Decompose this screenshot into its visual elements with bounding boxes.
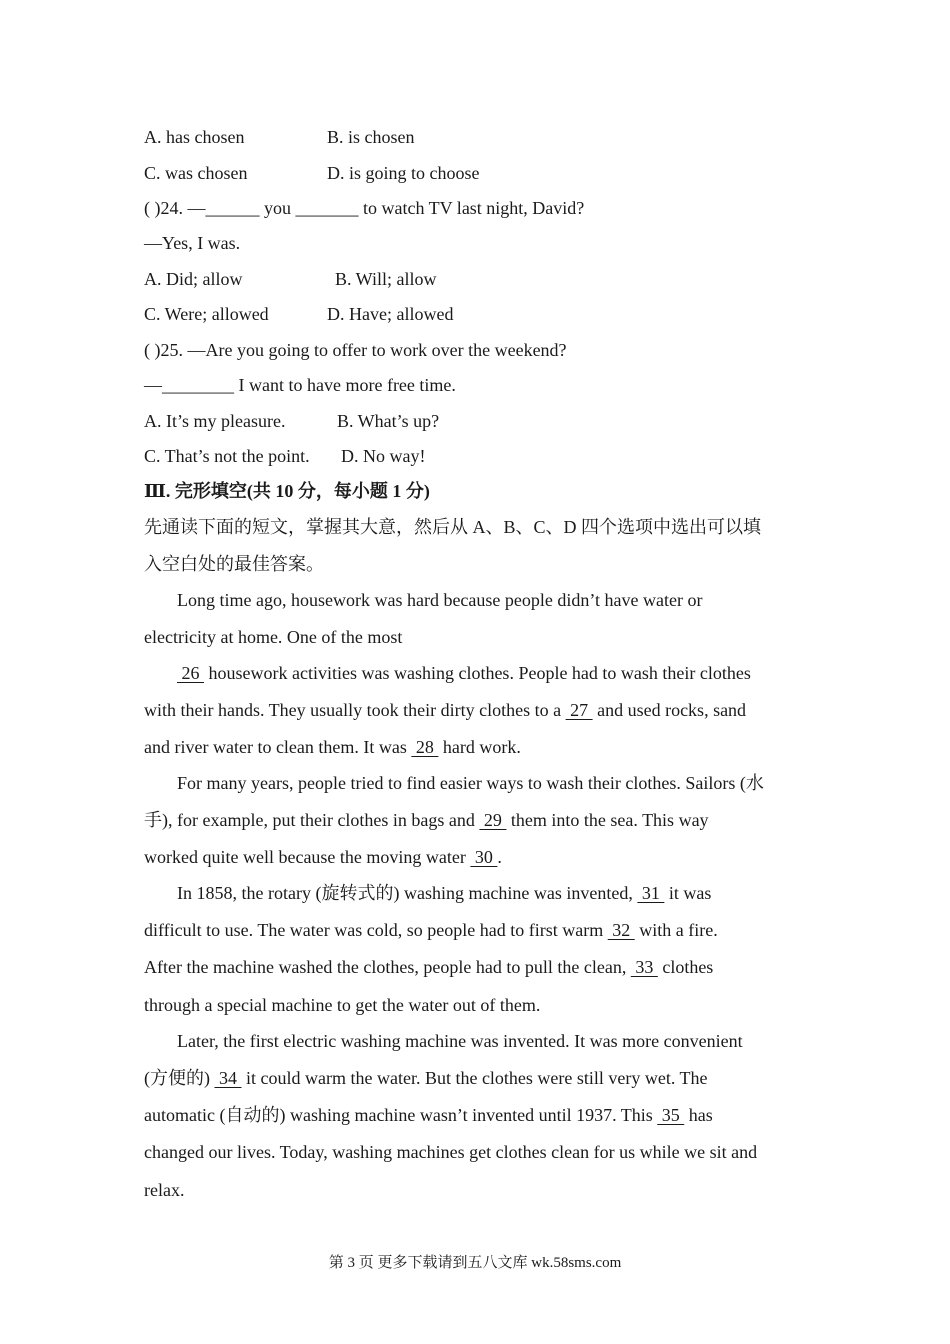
q25-option-c: C. That’s not the point. bbox=[144, 446, 310, 466]
q25-option-d: D. No way! bbox=[341, 446, 426, 466]
q25-stem: ( )25. —Are you going to offer to work over the weekend? bbox=[144, 340, 567, 360]
passage-p2-line1: For many years, people tried to find easier ways to wash their clothes. Sailors (水 bbox=[177, 773, 764, 793]
passage-p1-line5 bbox=[144, 738, 521, 756]
passage-p4-line5: relax. bbox=[144, 1180, 185, 1200]
passage-p1-line4-b: and used rocks, sand bbox=[592, 700, 747, 720]
passage-p4-line2 bbox=[144, 1069, 708, 1087]
q25-option-b: B. What’s up? bbox=[337, 411, 440, 431]
passage-p3-line3-b: clothes bbox=[657, 957, 714, 977]
q24-option-b: B. Will; allow bbox=[335, 269, 437, 289]
passage-p1-line5-a: and river water to clean them. It was bbox=[144, 737, 412, 757]
q23-options-row2 bbox=[144, 164, 247, 182]
q23-option-a: A. has chosen bbox=[144, 127, 245, 147]
passage-p2-line3-b: . bbox=[497, 847, 502, 867]
blank-35: 35 bbox=[657, 1105, 685, 1125]
q24-option-d: D. Have; allowed bbox=[327, 304, 454, 324]
q25-reply: —________ I want to have more free time. bbox=[144, 375, 456, 395]
blank-30: 30 bbox=[470, 847, 498, 867]
passage-p4-line3-b: has bbox=[684, 1105, 713, 1125]
passage-p3-line3-a: After the machine washed the clothes, people had to pull the clean, bbox=[144, 957, 631, 977]
q23-option-c: C. was chosen bbox=[144, 163, 248, 183]
q23-option-d: D. is going to choose bbox=[327, 163, 480, 183]
q24-stem: ( )24. —______ you _______ to watch TV last night, David? bbox=[144, 198, 585, 218]
section-heading: Ⅲ. 完形填空(共 10 分，每小题 1 分) bbox=[144, 481, 430, 501]
passage-p1-line1: Long time ago, housework was hard because people didn’t have water or bbox=[177, 590, 703, 610]
q24-option-c: C. Were; allowed bbox=[144, 304, 269, 324]
passage-p4-line2-b: it could warm the water. But the clothes were still very wet. The bbox=[241, 1068, 708, 1088]
page-footer: 第 3 页 更多下载请到五八文库 wk.58sms.com bbox=[328, 1255, 622, 1271]
passage-p4-line3-a: automatic (自动的) washing machine wasn’t invented until 1937. This bbox=[144, 1105, 658, 1125]
passage-p2-line2-b: them into the sea. This way bbox=[506, 810, 709, 830]
blank-26: 26 bbox=[177, 663, 204, 683]
blank-33: 33 bbox=[630, 957, 658, 977]
passage-p3-line2-b: with a fire. bbox=[634, 920, 718, 940]
passage-p3-line4: through a special machine to get the water out of them. bbox=[144, 995, 541, 1015]
blank-32: 32 bbox=[607, 920, 635, 940]
instruction-line-2: 入空白处的最佳答案。 bbox=[144, 554, 324, 574]
passage-p1-line5-b: hard work. bbox=[438, 737, 521, 757]
passage-p3-line1-b: it was bbox=[664, 883, 712, 903]
passage-p1-line4-a: with their hands. They usually took their dirty clothes to a bbox=[144, 700, 566, 720]
passage-p2-line2 bbox=[144, 811, 709, 829]
passage-p2-line2-a: 手), for example, put their clothes in bags and bbox=[144, 810, 480, 830]
blank-34: 34 bbox=[214, 1068, 242, 1088]
blank-28: 28 bbox=[411, 737, 439, 757]
q23-option-d-wrap bbox=[327, 164, 480, 182]
passage-p1-line3-text: housework activities was washing clothes. People had to wash their clothes bbox=[204, 663, 751, 683]
q23-option-b-wrap bbox=[327, 128, 415, 146]
passage-p2-line3 bbox=[144, 848, 502, 866]
passage-p1-line3 bbox=[177, 664, 751, 682]
passage-p4-line2-a: (方便的) bbox=[144, 1068, 215, 1088]
passage-p1-line4 bbox=[144, 701, 746, 719]
passage-p3-line1-a: In 1858, the rotary (旋转式的) washing machine was invented, bbox=[177, 883, 638, 903]
passage-p3-line3 bbox=[144, 958, 713, 976]
passage-p3-line1 bbox=[177, 884, 711, 902]
passage-p1-line2: electricity at home. One of the most bbox=[144, 627, 403, 647]
passage-p3-line2 bbox=[144, 921, 718, 939]
blank-27: 27 bbox=[565, 700, 593, 720]
blank-31: 31 bbox=[637, 883, 665, 903]
q24-reply: —Yes, I was. bbox=[144, 233, 241, 253]
passage-p4-line4: changed our lives. Today, washing machines get clothes clean for us while we sit and bbox=[144, 1142, 758, 1162]
blank-29: 29 bbox=[479, 810, 507, 830]
q25-option-a: A. It’s my pleasure. bbox=[144, 411, 286, 431]
instruction-line-1: 先通读下面的短文，掌握其大意，然后从 A、B、C、D 四个选项中选出可以填 bbox=[144, 517, 762, 537]
passage-p2-line3-a: worked quite well because the moving water bbox=[144, 847, 471, 867]
passage-p4-line3 bbox=[144, 1106, 713, 1124]
q23-options-row1 bbox=[144, 128, 244, 146]
q23-option-b: B. is chosen bbox=[327, 127, 415, 147]
q24-option-a: A. Did; allow bbox=[144, 269, 243, 289]
passage-p3-line2-a: difficult to use. The water was cold, so people had to first warm bbox=[144, 920, 608, 940]
passage-p4-line1: Later, the first electric washing machine was invented. It was more convenient bbox=[177, 1031, 743, 1051]
